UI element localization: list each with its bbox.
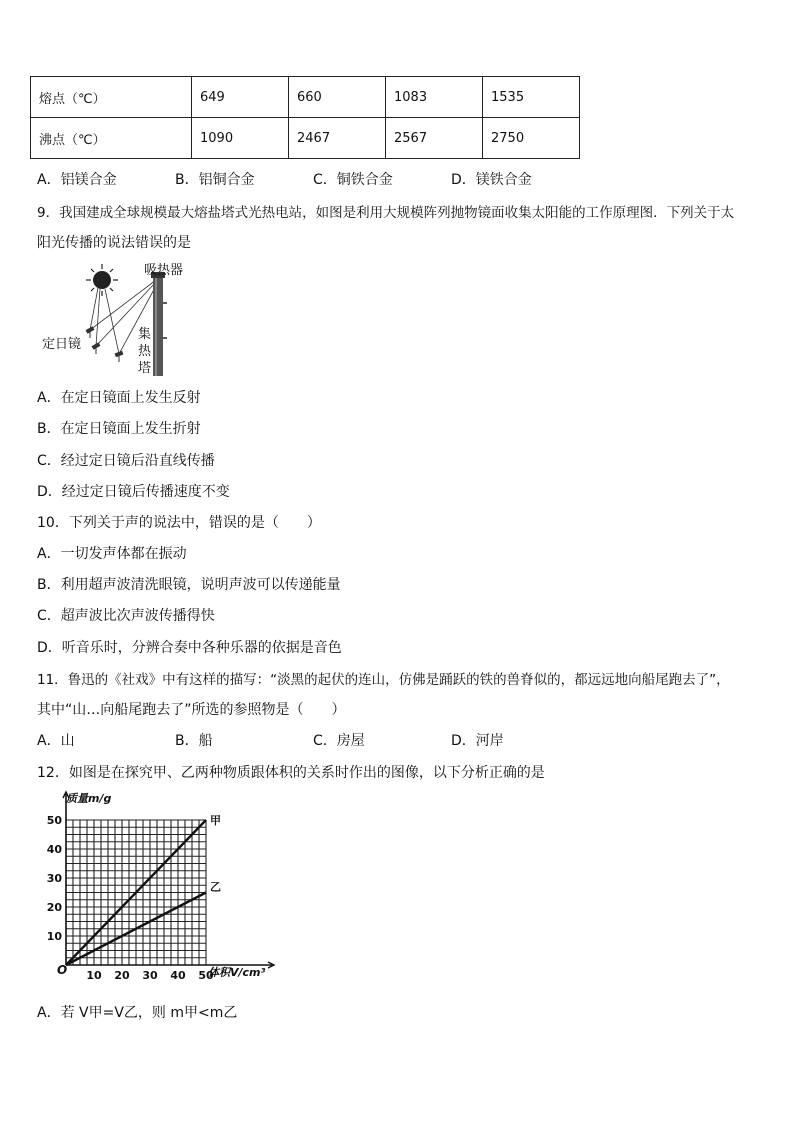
origin-label: O (57, 963, 68, 977)
table-cell: 2750 (483, 118, 580, 159)
q12-stem: 12．如图是在探究甲、乙两种物质跟体积的关系时作出的图像，以下分析正确的是 (37, 765, 545, 781)
q10-option-b: B．利用超声波清洗眼镜，说明声波可以传递能量 (37, 577, 341, 593)
tower-icon (151, 272, 167, 376)
table-cell: 1535 (483, 77, 580, 118)
table-row (31, 77, 580, 118)
y-tick-label: 40 (46, 843, 62, 856)
x-tick-label: 10 (86, 969, 102, 982)
x-axis-label: 体积V/cm³ (208, 966, 266, 979)
q9-stem-line1: 9．我国建成全球规模最大熔盐塔式光热电站，如图是利用大规模阵列抛物镜面收集太阳能的工作原理图．下列关于太 (37, 205, 735, 221)
series-label: 甲 (210, 814, 221, 827)
series-label: 乙 (210, 880, 221, 894)
row-label: 熔点（℃） (31, 77, 192, 118)
x-tick-label: 30 (142, 969, 158, 982)
mass-volume-chart (40, 788, 280, 988)
q9-option-a: A．在定日镜面上发生反射 (37, 390, 201, 406)
table-cell: 660 (289, 77, 386, 118)
q10-stem: 10．下列关于声的说法中，错误的是（ ） (37, 515, 321, 531)
q11-option-c: C．房屋 (313, 733, 365, 749)
tower-label-3: 塔 (138, 361, 152, 376)
q9-stem-line2: 阳光传播的说法错误的是 (37, 235, 191, 251)
y-tick-label: 10 (46, 930, 62, 943)
q11-option-d: D．河岸 (451, 733, 504, 749)
q8-option-c: C．铜铁合金 (313, 172, 393, 188)
absorber-label: 吸热器 (144, 263, 184, 278)
q8-option-d: D．镁铁合金 (451, 172, 532, 188)
tower-label-1: 集 (138, 327, 152, 342)
table-cell: 1083 (386, 77, 483, 118)
q10-option-d: D．听音乐时，分辨合奏中各种乐器的依据是音色 (37, 640, 342, 656)
y-tick-label: 30 (46, 872, 62, 885)
q11-option-b: B．船 (175, 733, 213, 749)
sun-icon (86, 264, 118, 296)
q9-option-d: D．经过定日镜后传播速度不变 (37, 484, 230, 500)
q11-stem-line1: 11．鲁迅的《社戏》中有这样的描写：“淡黑的起伏的连山，仿佛是踊跃的铁的兽脊似的，都远远地向船尾跑去了”， (37, 672, 730, 688)
q11-stem-line2: 其中“山…向船尾跑去了”所选的参照物是（ ） (37, 702, 346, 718)
tower-label-2: 热 (138, 344, 152, 359)
table-cell: 1090 (192, 118, 289, 159)
mirror-label: 定日镜 (42, 337, 82, 352)
table-cell: 2567 (386, 118, 483, 159)
q12-option-a: A．若 V甲=V乙，则 m甲<m乙 (37, 1005, 238, 1021)
y-tick-label: 20 (46, 901, 62, 914)
x-tick-label: 50 (198, 969, 214, 982)
q8-option-a: A．铝镁合金 (37, 172, 117, 188)
q9-option-c: C．经过定日镜后沿直线传播 (37, 453, 215, 469)
melting-boiling-table (30, 76, 580, 159)
q10-option-a: A．一切发声体都在振动 (37, 546, 187, 562)
table-cell: 649 (192, 77, 289, 118)
table-row (31, 118, 580, 159)
mirror-icon (86, 326, 124, 362)
row-label: 沸点（℃） (31, 118, 192, 159)
table-cell: 2467 (289, 118, 386, 159)
q8-option-b: B．铝铜合金 (175, 172, 255, 188)
q10-option-c: C．超声波比次声波传播得快 (37, 608, 215, 624)
q11-option-a: A．山 (37, 733, 75, 749)
x-tick-label: 20 (114, 969, 130, 982)
q9-option-b: B．在定日镜面上发生折射 (37, 421, 201, 437)
solar-tower-figure (38, 258, 203, 378)
x-tick-label: 40 (170, 969, 186, 982)
y-axis-label: 质量m/g (66, 792, 112, 805)
y-tick-label: 50 (46, 814, 62, 827)
